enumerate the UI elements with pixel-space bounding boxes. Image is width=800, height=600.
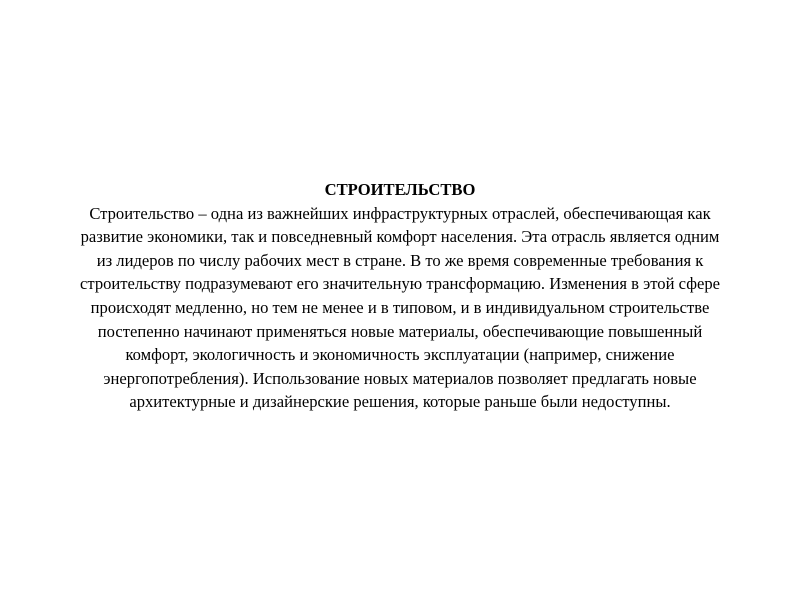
document-title: СТРОИТЕЛЬСТВО [324,180,476,199]
paragraph-line: Строительство – одна из важнейших инфраструктурных отраслей, обеспечивающая как [89,203,711,223]
paragraph-line: происходят медленно, но тем не менее и в типовом, и в индивидуальном строительстве [90,297,710,317]
paragraph-line: архитектурные и дизайнерские решения, которые раньше были недоступны. [129,392,671,412]
paragraph-line: строительству подразумевают его значительную трансформацию. Изменения в этой сфере [80,274,720,294]
paragraph-line: постепенно начинают применяться новые материалы, обеспечивающие повышенный [97,321,703,341]
paragraph-line: развитие экономики, так и повседневный комфорт населения. Эта отрасль является одним [80,227,720,247]
paragraph-line: комфорт, экологичность и экономичность эксплуатации (например, снижение [125,345,675,365]
text-block [8,178,792,414]
paragraph-line: из лидеров по числу рабочих мест в стране. В то же время современные требования к [96,250,704,270]
paragraph-line: энергопотребления). Использование новых материалов позволяет предлагать новые [103,368,697,388]
